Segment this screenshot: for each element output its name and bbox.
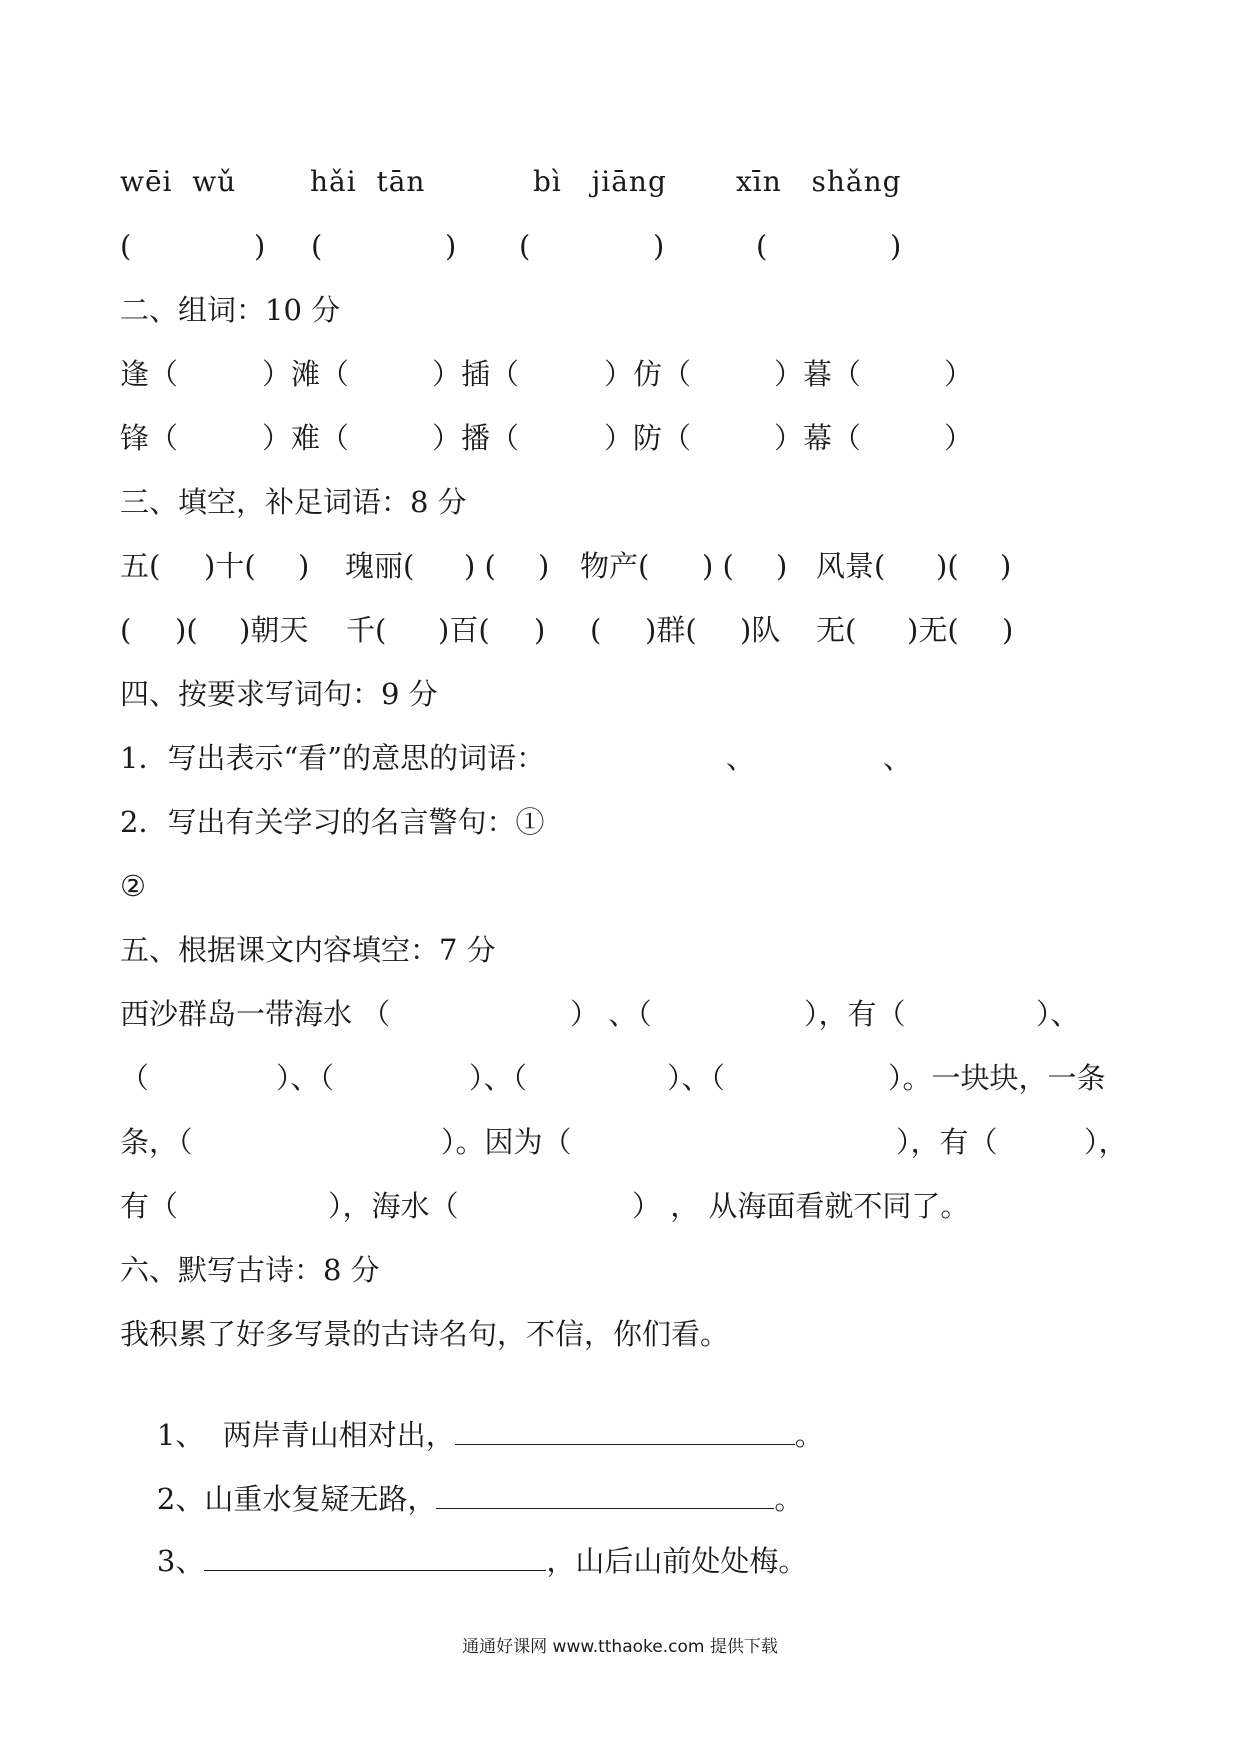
section-6-intro: 我积累了好多写景的古诗名句，不信，你们看。 [120,1317,730,1351]
text-fragment: ）。一块块，一条 [888,1061,1106,1095]
paren-open-3: ( [519,229,531,263]
fill-cell: 物产( [580,549,650,583]
fill-cell: ) [776,549,788,583]
fill-cell: ) [298,549,310,583]
fill-cell: )无( [907,613,959,647]
fill-cell: ( [120,613,132,647]
fill-cell: ) [534,613,546,647]
poem-2-suffix: 。 [774,1482,804,1516]
section-4-question-2b: ② [120,869,146,903]
answer-blank [204,1542,546,1571]
paren-open-1: ( [120,229,132,263]
fill-cell: )百( [438,613,490,647]
fill-cell: 风景( [816,549,886,583]
text-fragment: 西沙群岛一带海水 （ [120,997,391,1031]
word-cell: ） [944,421,974,455]
section-6-title: 六、默写古诗：8 分 [120,1253,380,1287]
word-cell: ）防（ [604,421,692,455]
word-cell: 逢（ [120,357,179,391]
word-cell: ）难（ [262,421,350,455]
pinyin-2: hǎi tān [310,165,426,198]
separator: 、 [726,741,756,775]
section-4-question-1: 1．写出表示“看”的意思的词语： [120,741,546,775]
fill-cell: )群( [645,613,697,647]
paren-close-2: ) [445,229,457,263]
word-cell: ）幕（ [774,421,862,455]
word-cell: ）滩（ [262,357,350,391]
pinyin-3: bì jiāng [533,165,667,198]
paren-close-1: ) [254,229,266,263]
section-2-title: 二、组词：10 分 [120,293,341,327]
fill-cell: )( [936,549,959,583]
text-fragment: ），海水（ [328,1189,459,1223]
section-4-question-2: 2．写出有关学习的名言警句：① [120,805,545,839]
paren-close-3: ) [653,229,665,263]
fill-cell: )十( [204,549,256,583]
fill-cell: ) ( [464,549,496,583]
text-fragment: （ [120,1061,150,1095]
word-cell: ）暮（ [774,357,862,391]
text-fragment: ） 、（ [570,997,652,1031]
word-cell: ） [944,357,974,391]
word-cell: ）仿（ [604,357,692,391]
poem-3-prefix: 3、 [156,1544,205,1578]
fill-cell: )( [175,613,198,647]
text-fragment: 有（ [120,1189,179,1223]
fill-cell: ) [1002,613,1014,647]
poem-1-prefix: 1、 两岸青山相对出， [156,1418,455,1452]
word-cell: ）播（ [432,421,520,455]
text-fragment: ）、 [1036,997,1080,1031]
text-fragment: 条，（ [120,1125,193,1159]
fill-cell: ( [590,613,602,647]
section-5-title: 五、根据课文内容填空：7 分 [120,933,496,967]
poem-line-3 [120,1506,807,1615]
text-fragment: ）、（ [469,1061,528,1095]
fill-cell: 五( [120,549,161,583]
fill-cell: 千( [346,613,387,647]
text-fragment: ）、（ [276,1061,335,1095]
footer-credit: 通通好课网 www.tthaoke.com 提供下载 [462,1637,778,1657]
paren-open-2: ( [311,229,323,263]
separator: 、 [883,741,913,775]
pinyin-1: wēi wǔ [120,165,237,198]
fill-cell: )队 [740,613,781,647]
poem-2-prefix: 2、山重水复疑无路， [156,1482,437,1516]
paren-open-4: ( [756,229,768,263]
word-cell: 锋（ [120,421,179,455]
fill-cell: ) ( [702,549,734,583]
fill-cell: 无( [816,613,857,647]
section-4-title: 四、按要求写词句：9 分 [120,677,438,711]
text-fragment: ）。因为（ [441,1125,572,1159]
text-fragment: ），有（ [896,1125,998,1159]
answer-blank [436,1480,774,1509]
answer-blank [455,1416,795,1445]
poem-3-suffix: ，山后山前处处梅。 [546,1544,808,1578]
fill-cell: 瑰丽( [345,549,415,583]
section-3-title: 三、填空，补足词语：8 分 [120,485,467,519]
text-fragment: ）、（ [667,1061,726,1095]
paren-close-4: ) [890,229,902,263]
poem-1-suffix: 。 [794,1418,824,1452]
text-fragment: ），有（ [804,997,906,1031]
word-cell: ）插（ [432,357,520,391]
text-fragment: ） ， 从海面看就不同了。 [632,1189,970,1223]
fill-cell: )朝天 [239,613,309,647]
fill-cell: ) [1000,549,1012,583]
pinyin-4: xīn shǎng [736,165,902,198]
fill-cell: ) [538,549,550,583]
text-fragment: ）， [1084,1125,1128,1159]
